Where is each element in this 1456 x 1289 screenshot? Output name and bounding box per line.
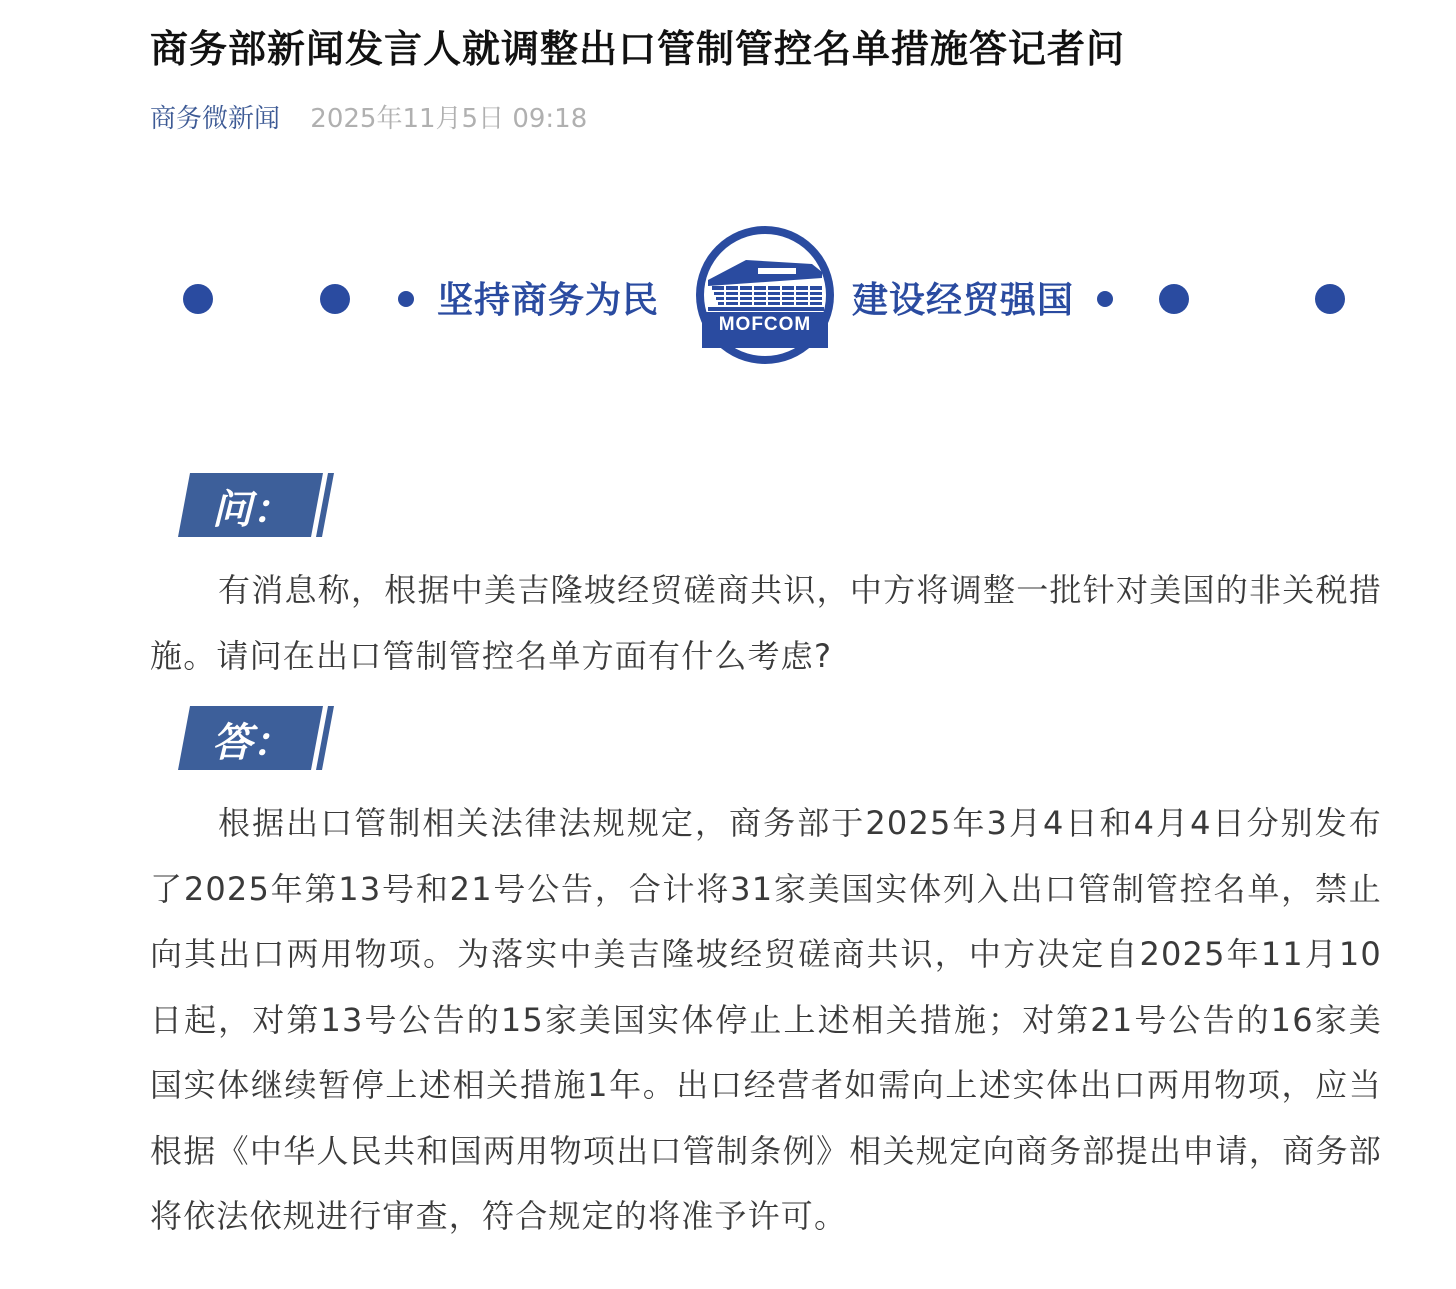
question-label <box>178 472 338 538</box>
answer-label <box>178 705 338 771</box>
answer-paragraph: 根据出口管制相关法律法规规定，商务部于2025年3月4日和4月4日分别发布了2025年第13号和21号公告，合计将31家美国实体列入出口管制管控名单，禁止向其出口两用物项。为落实中美吉隆坡经贸磋商共识，中方决定自2025年11月10日起，对第13号公告的15家美国实体停止上述相关措施；对第21号公告的16家美国实体继续暂停上述相关措施1年。出口经营者如需向上述实体出口两用物项，应当根据《中华人民共和国两用物项出口管制条例》相关规定向商务部提出申请，商务部将依法依规进行审查，符合规定的将准予许可。 <box>150 804 1382 1235</box>
article-title: 商务部新闻发言人就调整出口管制管控名单措施答记者问 <box>150 27 1126 71</box>
banner-dot <box>320 284 350 314</box>
answer-label-text: 答： <box>212 720 292 766</box>
banner-slogan-right: 建设经贸强国 <box>852 280 1075 321</box>
banner-dot <box>1315 284 1345 314</box>
question-paragraph: 有消息称，根据中美吉隆坡经贸磋商共识，中方将调整一批针对美国的非关税措施。请问在出口管制管控名单方面有什么考虑? <box>150 571 1382 675</box>
banner-dot <box>398 291 414 307</box>
banner-dot <box>1159 284 1189 314</box>
banner-dot <box>183 284 213 314</box>
article-source-link[interactable]: 商务微新闻 <box>150 104 281 134</box>
logo-text: MOFCOM <box>718 314 812 335</box>
banner-dot <box>1097 291 1113 307</box>
article-date: 2025年11月5日 09:18 <box>310 104 588 134</box>
article-meta <box>150 98 587 135</box>
slogan-banner <box>0 220 1456 370</box>
mofcom-logo-icon <box>694 224 836 366</box>
question-label-text: 问： <box>212 487 292 533</box>
banner-slogan-left: 坚持商务为民 <box>437 280 660 321</box>
mofcom-logo <box>694 224 836 366</box>
